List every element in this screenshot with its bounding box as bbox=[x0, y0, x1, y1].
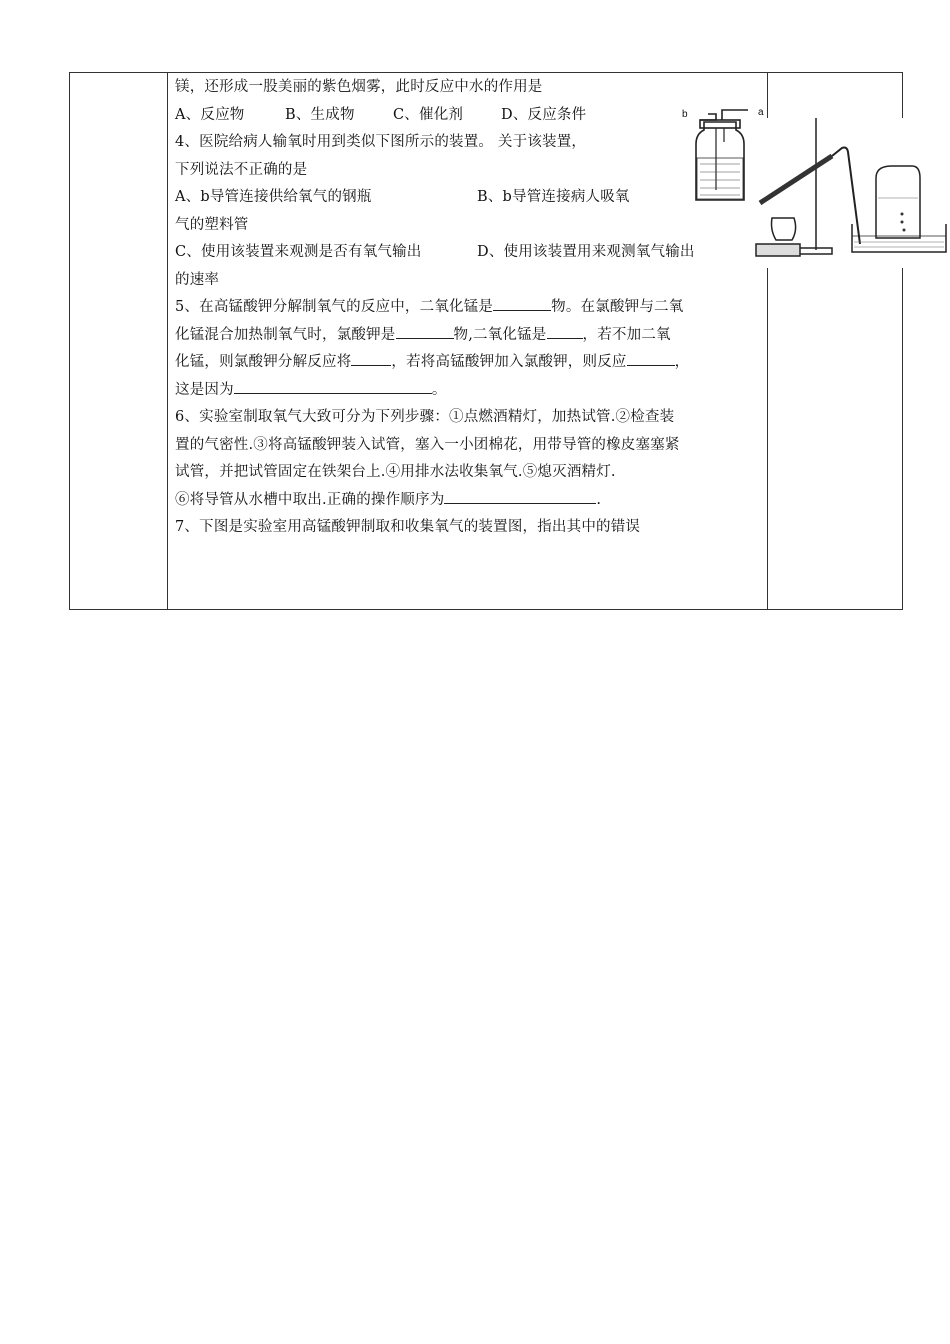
text-line bbox=[175, 322, 765, 350]
bottle-label-b: b bbox=[682, 109, 688, 120]
text-segment: 化锰，则氯酸钾分解反应将 bbox=[175, 354, 352, 370]
text-segment: . bbox=[596, 491, 602, 508]
text-line: 的速率 bbox=[175, 271, 220, 288]
text-segment: 化锰混合加热制氧气时，氯酸钾是 bbox=[175, 326, 396, 343]
option-a: A、b导管连接供给氧气的钢瓶 bbox=[175, 189, 372, 205]
text-segment: 物。在氯酸钾与二氧 bbox=[551, 299, 684, 315]
question-3-options bbox=[175, 102, 765, 130]
text-segment: 物,二氧化锰是 bbox=[453, 326, 547, 343]
question-content bbox=[175, 74, 765, 542]
option-c: C、催化剂 bbox=[393, 106, 464, 123]
text-line bbox=[175, 294, 765, 322]
text-line: 7、下图是实验室用高锰酸钾制取和收集氧气的装置图，指出其中的错误 bbox=[175, 519, 641, 535]
column-divider bbox=[167, 73, 168, 609]
question-4-options-ab bbox=[175, 184, 765, 212]
answer-blank[interactable] bbox=[547, 324, 583, 339]
text-segment: ， bbox=[674, 354, 690, 370]
text-line bbox=[175, 487, 765, 515]
text-line: 6、实验室制取氧气大致可分为下列步骤：①点燃酒精灯，加热试管.②检查装 bbox=[175, 409, 675, 425]
option-d: D、反应条件 bbox=[501, 106, 587, 123]
option-b: B、b导管连接病人吸氧 bbox=[477, 189, 630, 205]
oxygen-preparation-apparatus-diagram bbox=[752, 118, 950, 268]
text-segment: 5、在高锰酸钾分解制氧气的反应中，二氧化锰是 bbox=[175, 299, 494, 315]
option-a: A、反应物 bbox=[175, 106, 245, 123]
text-line bbox=[175, 349, 765, 377]
answer-blank[interactable] bbox=[351, 351, 391, 366]
text-segment: ，若将高锰酸钾加入氯酸钾，则反应 bbox=[391, 354, 627, 370]
text-line bbox=[175, 377, 765, 405]
text-line: 气的塑料管 bbox=[175, 216, 249, 233]
question-4-options-cd bbox=[175, 239, 765, 267]
answer-blank[interactable] bbox=[234, 379, 432, 394]
answer-blank[interactable] bbox=[396, 324, 454, 339]
text-segment: 这是因为 bbox=[175, 381, 234, 398]
answer-blank[interactable] bbox=[627, 351, 675, 366]
text-line: 下列说法不正确的是 bbox=[175, 161, 308, 178]
answer-blank[interactable] bbox=[444, 489, 596, 504]
option-d: D、使用该装置用来观测氧气输出 bbox=[477, 244, 695, 260]
text-segment: 。 bbox=[431, 381, 447, 398]
option-c: C、使用该装置来观测是否有氧气输出 bbox=[175, 244, 422, 260]
text-segment: ⑥将导管从水槽中取出.正确的操作顺序为 bbox=[175, 491, 445, 508]
text-segment: ，若不加二氧 bbox=[582, 326, 671, 343]
text-line: 置的气密性.③将高锰酸钾装入试管，塞入一小团棉花，用带导管的橡皮塞塞紧 bbox=[175, 436, 680, 453]
text-line: 4、医院给病人输氧时用到类似下图所示的装置。 关于该装置， bbox=[175, 134, 587, 150]
answer-blank[interactable] bbox=[493, 296, 551, 311]
text-line: 镁，还形成一股美丽的紫色烟雾，此时反应中水的作用是 bbox=[175, 79, 543, 95]
option-b: B、生成物 bbox=[285, 106, 355, 123]
bottle-label-a: a bbox=[758, 107, 764, 118]
text-line: 试管，并把试管固定在铁架台上.④用排水法收集氧气.⑤熄灭酒精灯. bbox=[175, 464, 616, 480]
